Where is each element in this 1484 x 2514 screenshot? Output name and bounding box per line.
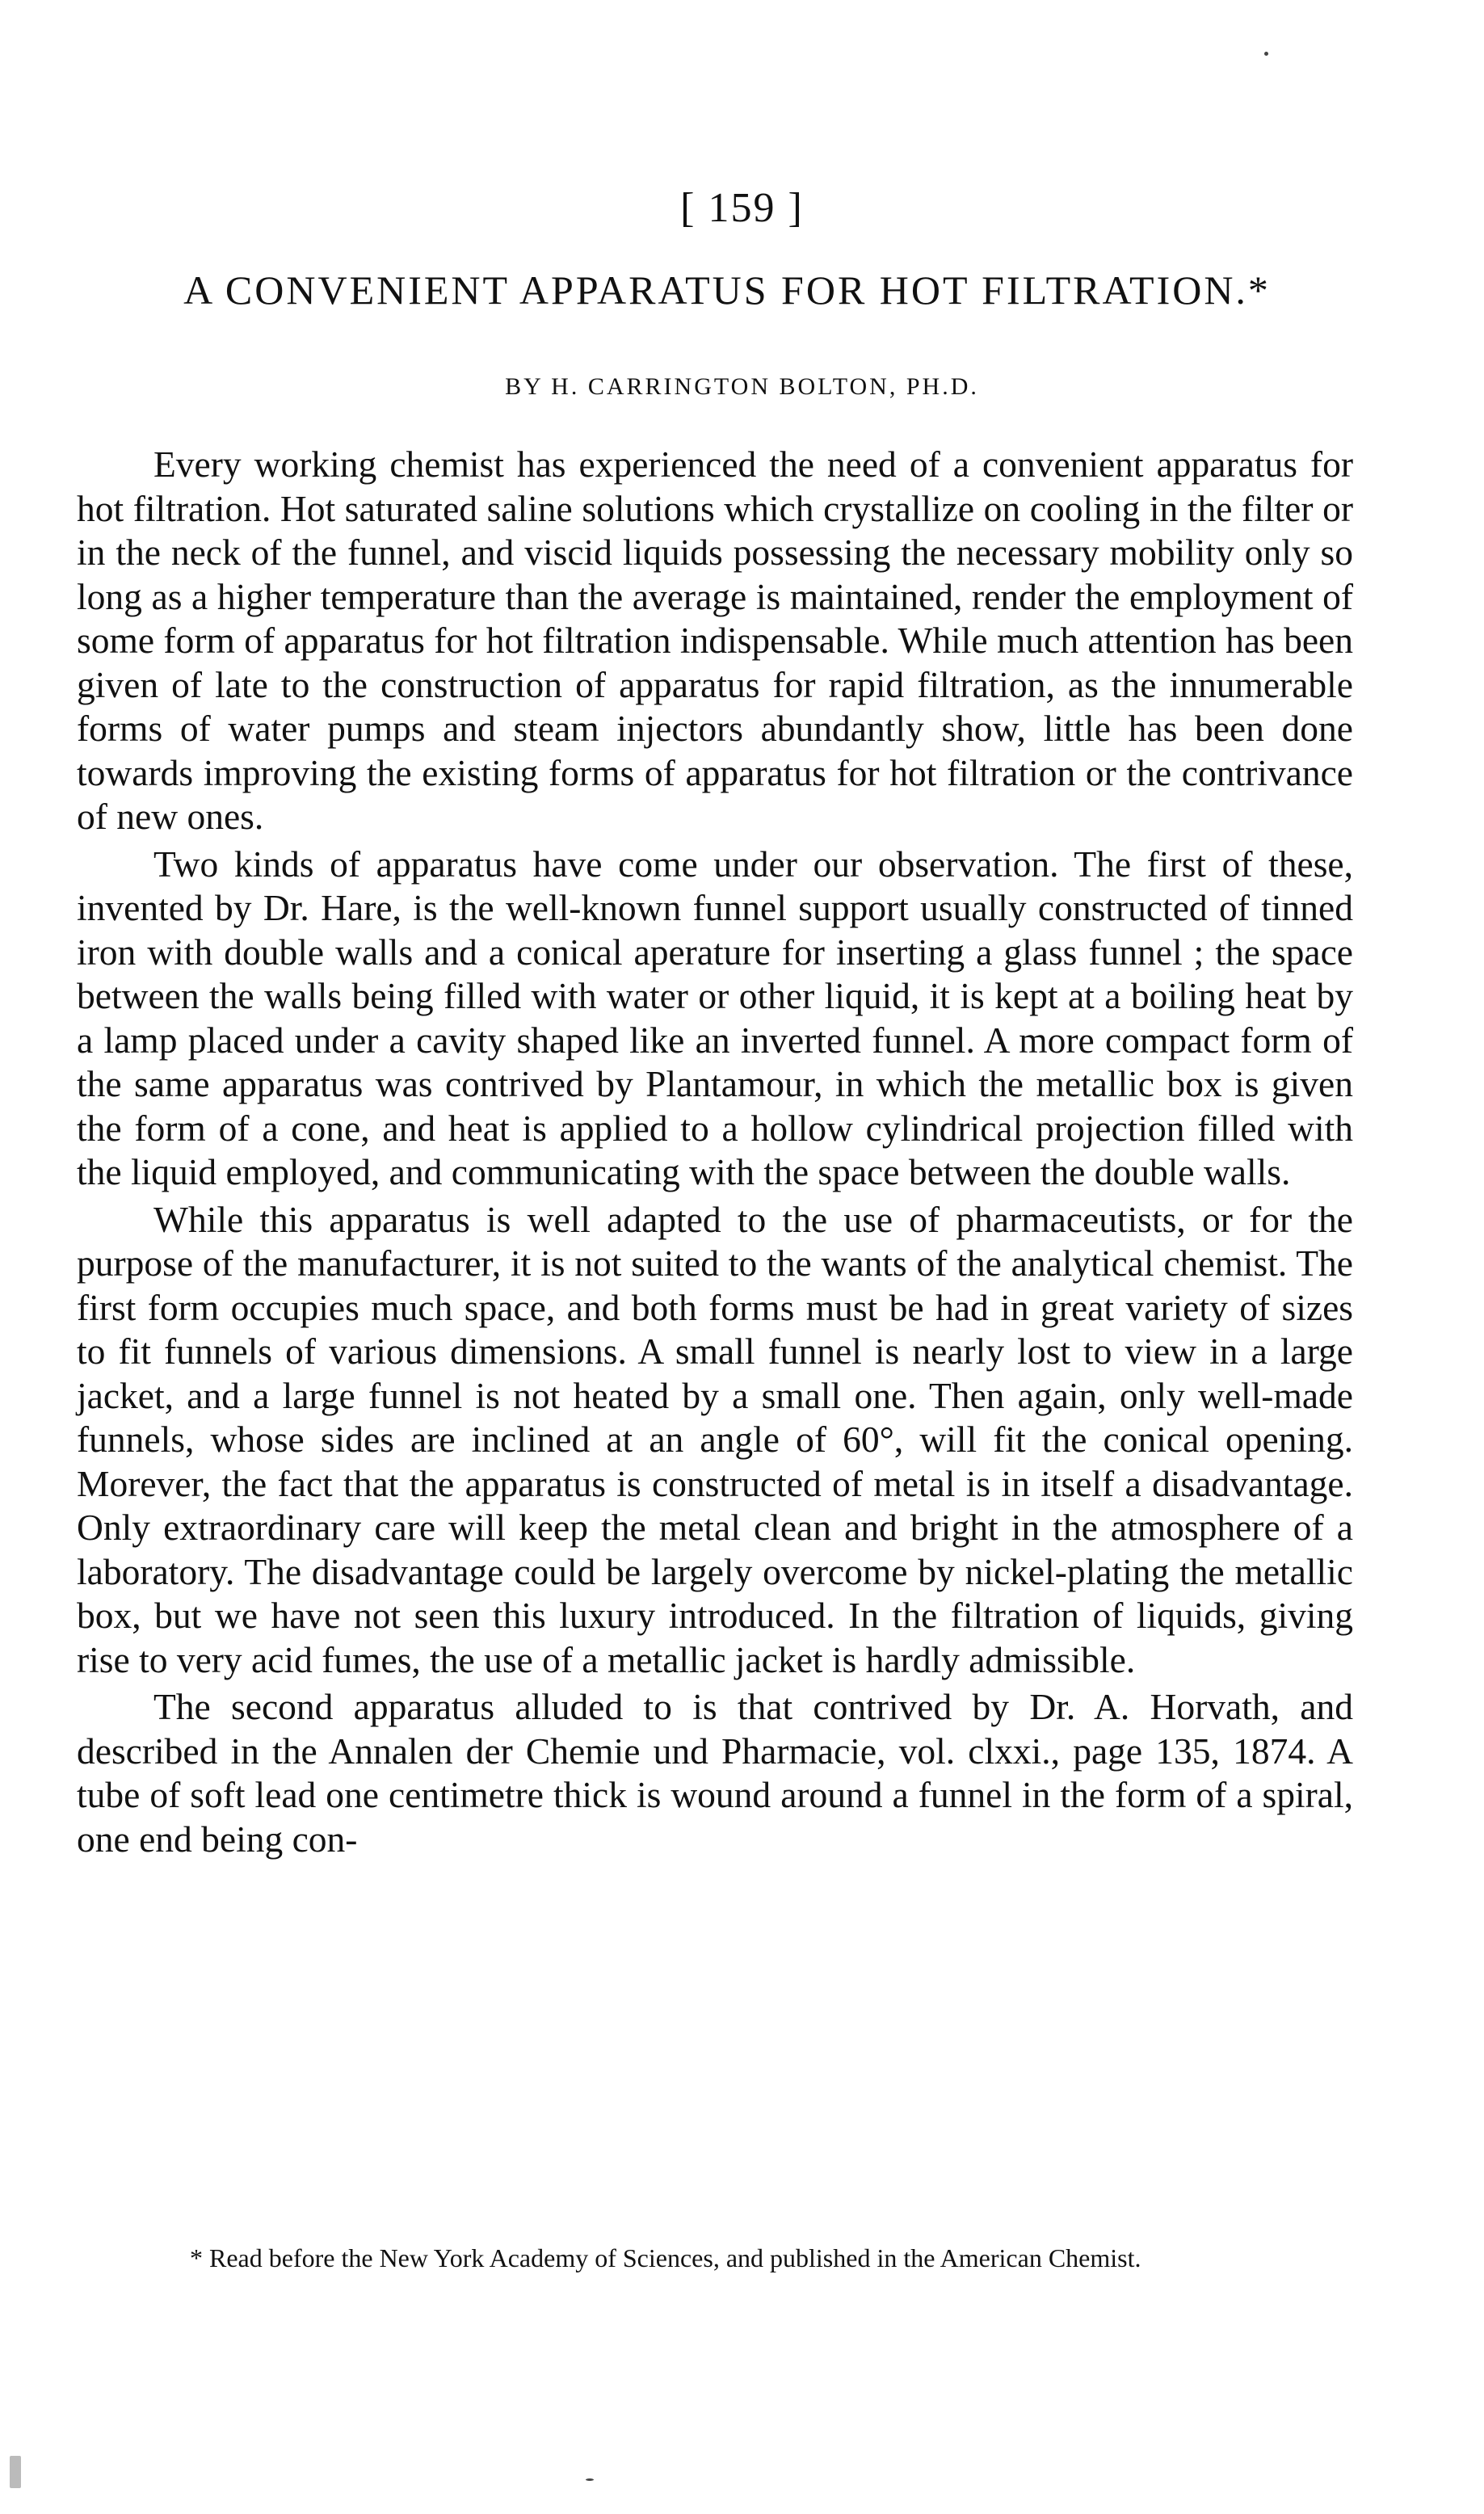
paragraph: Every working chemist has experienced the need of a convenient apparatus for hot filtration. Hot saturated saline solutions which crystallize on cooling in the filter or in the neck of the funnel, and viscid liquids possessing the necessary mobility only so long as a higher temperature than the average is maintained, render the employment of some form of apparatus for hot filtration indispensable. While much attention has been given of late to the construction of apparatus for rapid filtration, as the innumerable forms of water pumps and steam injectors abundantly show, little has been done towards improving the existing forms of apparatus for hot filtration or the contrivance of new ones.: [77, 444, 1353, 837]
page-number: [ 159 ]: [680, 185, 804, 231]
scan-speck: [1264, 52, 1268, 56]
article-title: A CONVENIENT APPARATUS FOR HOT FILTRATION.*: [183, 267, 1271, 313]
scan-speck: [586, 2478, 594, 2481]
paragraph: While this apparatus is well adapted to the use of pharmaceutists, or for the purpose of the manufacturer, it is not suited to the wants of the analytical chemist. The first form occupies much space, and both forms must be had in great variety of sizes to fit funnels of various dimensions. A small funnel is nearly lost to view in a large jacket, and a large funnel is not heated by a small one. Then again, only well-made funnels, whose sides are inclined at an angle of 60°, will fit the conical opening. Morever, the fact that the apparatus is constructed of metal is in itself a disadvantage. Only extraordinary care will keep the metal clean and bright in the atmosphere of a laboratory. The disadvantage could be largely overcome by nickel-plating the metallic box, but we have not seen this luxury introduced. In the filtration of liquids, giving rise to very acid fumes, the use of a metallic jacket is hardly admissible.: [77, 1198, 1353, 1680]
footnote: * Read before the New York Academy of Sciences, and published in the American Chemist.: [190, 2243, 1141, 2272]
scan-edge-mark: [10, 2456, 21, 2488]
paragraph: Two kinds of apparatus have come under our observation. The first of these, invented by Dr. Hare, is the well-known funnel support usually constructed of tinned iron with double walls and a conical aperature for inserting a glass funnel ; the space between the walls being filled with water or other liquid, it is kept at a boiling heat by a lamp placed under a cavity shaped like an inverted funnel. A more compact form of the same apparatus was contrived by Plantamour, in which the metallic box is given the form of a cone, and heat is applied to a hollow cylindrical projection filled with the liquid employed, and communicating with the space between the double walls.: [77, 843, 1353, 1192]
article-body: [77, 443, 1353, 1861]
author-byline: BY H. CARRINGTON BOLTON, PH.D.: [505, 373, 979, 400]
paragraph: The second apparatus alluded to is that contrived by Dr. A. Horvath, and described in the Annalen der Chemie und Pharmacie, vol. clxxi., page 135, 1874. A tube of soft lead one centimetre thick is wound around a funnel in the form of a spiral, one end being con-: [77, 1686, 1353, 1860]
